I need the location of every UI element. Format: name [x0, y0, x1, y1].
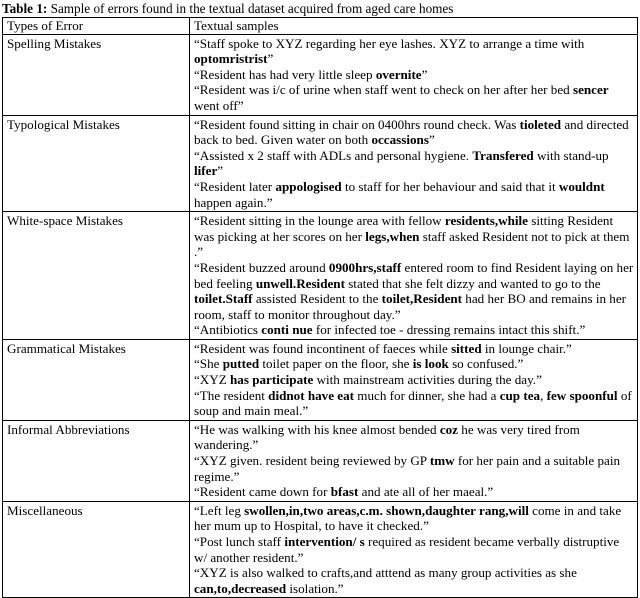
- sample-segment: to staff for her behaviour and said that it: [341, 178, 559, 194]
- error-type-cell: Typological Mistakes: [3, 115, 190, 212]
- table-row: [3, 420, 638, 501]
- sample-segment: “She: [194, 356, 223, 372]
- sample-text: [194, 322, 634, 338]
- error-highlight: appologised: [275, 178, 342, 194]
- sample-segment: and ate all of her maeal.”: [358, 484, 494, 500]
- error-highlight: sitted: [451, 340, 482, 356]
- error-highlight: toilet,Resident: [381, 291, 463, 307]
- table-row: [3, 501, 638, 598]
- error-highlight: coz: [439, 421, 458, 437]
- error-samples-table: [2, 17, 638, 598]
- sample-segment: “Resident was i/c of urine when staff went to check on her after her bed: [194, 82, 573, 98]
- sample-segment: “He was walking with his knee almost bended: [194, 421, 440, 437]
- sample-text: [194, 453, 634, 484]
- error-highlight: overnite: [375, 66, 422, 82]
- sample-text: [194, 565, 634, 596]
- sample-text: [194, 148, 634, 179]
- error-highlight: tmw: [429, 453, 455, 469]
- sample-segment: “Resident later: [194, 178, 276, 194]
- sample-segment: “Left leg: [194, 502, 245, 518]
- sample-segment: “Resident found sitting in chair on 0400hrs round check. Was: [194, 116, 520, 132]
- sample-segment: “XYZ given. resident being reviewed by GP: [194, 453, 430, 469]
- error-highlight: lifer: [194, 163, 218, 179]
- samples-cell: [190, 34, 638, 115]
- header-error-type: Types of Error: [3, 18, 190, 35]
- sample-segment: sitting Resident was picking at her scores on her: [194, 213, 614, 244]
- sample-segment: entered room to find Resident laying on her bed feeling: [194, 259, 634, 291]
- error-type-cell: Grammatical Mistakes: [3, 339, 190, 420]
- sample-text: [194, 356, 634, 372]
- sample-segment: assisted Resident to the: [252, 291, 382, 307]
- sample-text: [194, 503, 634, 534]
- table-row: [3, 339, 638, 420]
- sample-segment: toilet paper on the floor, she: [259, 356, 413, 372]
- error-highlight: sencer: [572, 82, 609, 98]
- samples-cell: [190, 420, 638, 501]
- sample-text: [194, 422, 634, 453]
- table-row: [3, 34, 638, 115]
- error-highlight: didnot have eat: [268, 387, 355, 403]
- error-highlight: legs,when: [365, 228, 420, 244]
- sample-segment: ”: [267, 51, 274, 67]
- error-highlight: is look: [412, 356, 449, 372]
- sample-segment: “Antibiotics: [194, 322, 262, 338]
- sample-segment: ”: [428, 132, 435, 148]
- sample-text: [194, 213, 634, 260]
- error-highlight: Transfered: [472, 147, 534, 163]
- sample-segment: isolation.”: [286, 580, 344, 596]
- table-row: [3, 212, 638, 340]
- sample-segment: with stand-up: [533, 147, 609, 163]
- error-highlight: residents,while: [444, 213, 528, 229]
- sample-text: [194, 484, 634, 500]
- sample-text: [194, 372, 634, 388]
- table-header-row: [3, 18, 638, 35]
- error-highlight: intervention/ s: [284, 534, 365, 549]
- sample-segment: “XYZ is also walked to crafts,and atttend as many group activities as she: [194, 565, 577, 581]
- sample-segment: “Staff spoke to XYZ regarding her eye lashes. XYZ to arrange a time with: [194, 35, 585, 51]
- error-type-cell: Informal Abbreviations: [3, 420, 190, 501]
- sample-segment: “Assisted x 2 staff with ADLs and personal hygiene.: [194, 147, 473, 163]
- error-highlight: has participate: [230, 372, 314, 388]
- sample-segment: with mainstream activities during the day.”: [313, 372, 542, 388]
- sample-text: [194, 36, 634, 67]
- error-highlight: unwell.Resident: [255, 275, 345, 291]
- sample-segment: “Resident sitting in the lounge area with fellow: [194, 213, 445, 229]
- sample-segment: stated that she felt dizzy and wanted to go to the: [344, 275, 601, 291]
- sample-segment: “Post lunch staff: [194, 534, 285, 549]
- sample-segment: happen again.”: [194, 194, 273, 210]
- sample-segment: ”: [217, 163, 224, 179]
- sample-text: [194, 82, 634, 113]
- sample-segment: “XYZ: [194, 372, 230, 388]
- sample-text: [194, 67, 634, 83]
- samples-cell: [190, 212, 638, 340]
- table-body: [3, 34, 638, 598]
- sample-segment: ,: [540, 387, 547, 403]
- error-type-cell: Spelling Mistakes: [3, 34, 190, 115]
- samples-cell: [190, 501, 638, 598]
- header-textual-samples: Textual samples: [190, 18, 638, 35]
- sample-segment: so confused.”: [448, 356, 524, 372]
- error-highlight: cup tea: [499, 387, 541, 403]
- sample-segment: required as resident became verbally distruptive w/ another resident.”: [194, 534, 620, 565]
- sample-text: [194, 260, 634, 322]
- samples-cell: [190, 115, 638, 212]
- sample-segment: and directed back to bed. Given water on both: [194, 116, 629, 148]
- caption-text: Sample of errors found in the textual dataset acquired from aged care homes: [47, 1, 454, 16]
- table-row: [3, 115, 638, 212]
- sample-segment: went off”: [194, 97, 244, 113]
- sample-segment: “Resident buzzed around: [194, 259, 329, 275]
- sample-segment: staff asked Resident not to pick at them .”: [194, 228, 630, 260]
- error-highlight: swollen,in,two areas,c.m. shown,daughter rang,will: [244, 502, 529, 518]
- error-highlight: putted: [222, 356, 260, 372]
- sample-segment: had her BO and remains in her room, staff to monitor throughout day.”: [194, 291, 627, 322]
- table-caption: [2, 0, 453, 17]
- sample-segment: “Resident has had very little sleep: [194, 66, 376, 82]
- sample-text: [194, 179, 634, 210]
- sample-text: [194, 117, 634, 148]
- sample-text: [194, 341, 634, 357]
- error-highlight: occassions: [371, 132, 429, 148]
- sample-segment: in lounge chair.”: [481, 340, 572, 356]
- error-highlight: few spoonful: [546, 387, 618, 403]
- sample-segment: for her pain and a suitable pain regime.”: [194, 453, 621, 484]
- error-highlight: 0900hrs,staff: [328, 259, 402, 275]
- error-highlight: optomristrist: [194, 51, 268, 67]
- sample-segment: come in and take her mum up to Hospital, to have it checked.”: [194, 502, 622, 534]
- error-highlight: bfast: [330, 484, 359, 500]
- sample-segment: “The resident: [194, 387, 269, 403]
- sample-segment: “Resident was found incontinent of faeces while: [194, 340, 452, 356]
- sample-segment: ”: [421, 66, 428, 82]
- sample-segment: for infected toe - dressing remains intact this shift.”: [312, 322, 586, 338]
- sample-segment: “Resident came down for: [194, 484, 331, 500]
- sample-text: [194, 534, 634, 565]
- sample-segment: of soup and main meal.”: [194, 387, 632, 419]
- error-highlight: can,to,decreased: [194, 580, 287, 596]
- sample-text: [194, 388, 634, 419]
- samples-cell: [190, 339, 638, 420]
- sample-segment: he was very tired from wandering.”: [194, 421, 580, 453]
- error-type-cell: White-space Mistakes: [3, 212, 190, 340]
- caption-label: Table 1:: [2, 1, 48, 16]
- error-type-cell: Miscellaneous: [3, 501, 190, 598]
- error-highlight: wouldnt: [558, 178, 605, 194]
- error-highlight: tioleted: [519, 116, 562, 132]
- error-highlight: toilet.Staff: [194, 291, 253, 307]
- sample-segment: much for dinner, she had a: [354, 387, 500, 403]
- error-highlight: conti nue: [261, 322, 313, 338]
